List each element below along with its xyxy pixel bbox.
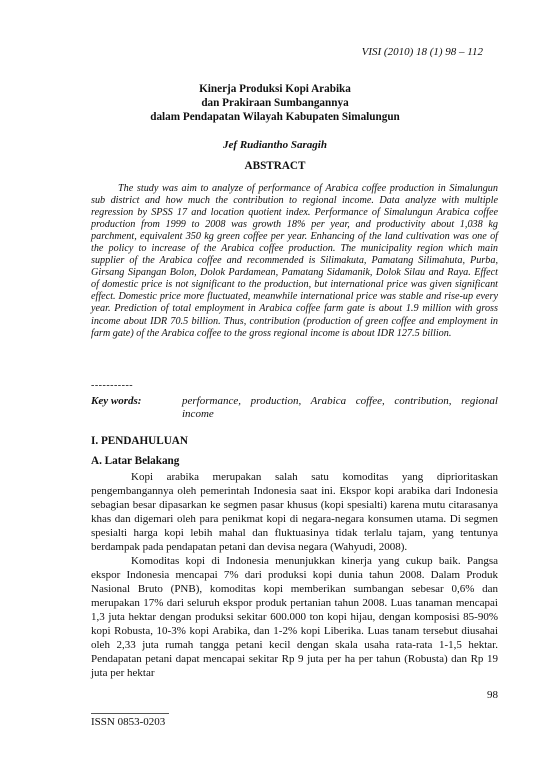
keywords-label-text: Key words (91, 395, 138, 407)
keywords-text: performance, production, Arabica coffee, contribution, regional income (182, 395, 498, 420)
abstract-heading: ABSTRACT (244, 160, 306, 172)
subsection-heading: A. Latar Belakang (91, 455, 180, 467)
page-number: 98 (487, 689, 498, 701)
author-name: Jef Rudiantho Saragih (223, 139, 327, 151)
body-paragraph-2: Komoditas kopi di Indonesia menunjukkan kinerja yang cukup baik. Pangsa ekspor Indonesia mencapai 7% dari produksi kopi dunia tahun 2008. Dalam Produk Nasional Bruto (PNB), komoditas kopi memberikan sumbangan sebesar 0,6% dan merupakan 17% dari seluruh ekspor produk pertanian tahun 2008. Luas tanaman mencapai 1,3 juta hektar dengan produksi sekitar 600.000 ton kopi hijau, dengan komposisi 85-90% kopi Robusta, 10-3% kopi Arabika, dan 1-2% kopi Liberika. Luas tanam tersebut diusahai oleh 2,33 juta rumah tangga petani kecil dengan skala usaha rata-rata 1-1,5 hektar. Pendapatan petani dapat mencapai sekitar Rp 9 juta per ha per tahun (Robusta) dan Rp 19 juta per hektar (91, 555, 498, 679)
abstract-body (91, 183, 498, 340)
journal-citation: VISI (2010) 18 (1) 98 – 112 (361, 46, 483, 58)
issn-footer: ISSN 0853-0203 (91, 716, 166, 728)
keywords-label: Key words: (91, 395, 142, 407)
title-line-2: dan Prakiraan Sumbangannya (201, 97, 349, 109)
section-heading: I. PENDAHULUAN (91, 435, 188, 447)
title-line-1: Kinerja Produksi Kopi Arabika (199, 83, 351, 95)
footer-rule (91, 713, 169, 714)
title-line-3: dalam Pendapatan Wilayah Kabupaten Simalungun (150, 111, 400, 123)
abstract-paragraph: The study was aim to analyze of performance of Arabica coffee production in Simalungun sub district and how much the contribution to regional income. Data analyze with multiple regression by SPSS 17 and location quotient index. Performance of Simalungun Arabica coffee production from 1999 to 2008 was growth 18% per year, and productivity about 1,038 kg parchment, equivalent 350 kg green coffee per year. Enhancing of the land cultivation was one of the policy to increase of the Arabica coffee production. The municipality region which main supplier of the Arabica coffee and recommended is Silimakuta, Pamatang Silimahuta, Purba, Girsang Sipangan Bolon, Dolok Pardamean, Pamatang Sidamanik, Dolok Silau and Raya. Effect of domestic price is not significant to the production, but international price was given significant effect. Domestic price more fluctuated, meanwhile international price was stable and rise-up every year. Prediction of total employment in Arabica coffee farm gate is about 1.9 million with gross income about IDR 70.5 billion. Thus, contribution (production of green coffee and employment in farm gate) of the Arabica coffee to the gross regional income is about IDR 127.5 billion. (91, 183, 498, 339)
body-paragraph-1: Kopi arabika merupakan salah satu komoditas yang diprioritaskan pengembangannya oleh pemerintah Indonesia saat ini. Ekspor kopi arabika dari Indonesia sebagian besar dipasarkan ke segmen pasar khusus (kopi spesialti) karena mutu citarasanya khas dan digemari oleh para penikmat kopi di negara-negara konsumen utama. Di segmen spesialti harga kopi lebih mahal dan fluktuasinya tidak terlalu tajam, yang tentunya berdampak pada pendapatan petani dan devisa negara (Wahyudi, 2008). (91, 471, 498, 553)
separator-dashes: ----------- (91, 380, 134, 391)
body-text (91, 470, 498, 680)
